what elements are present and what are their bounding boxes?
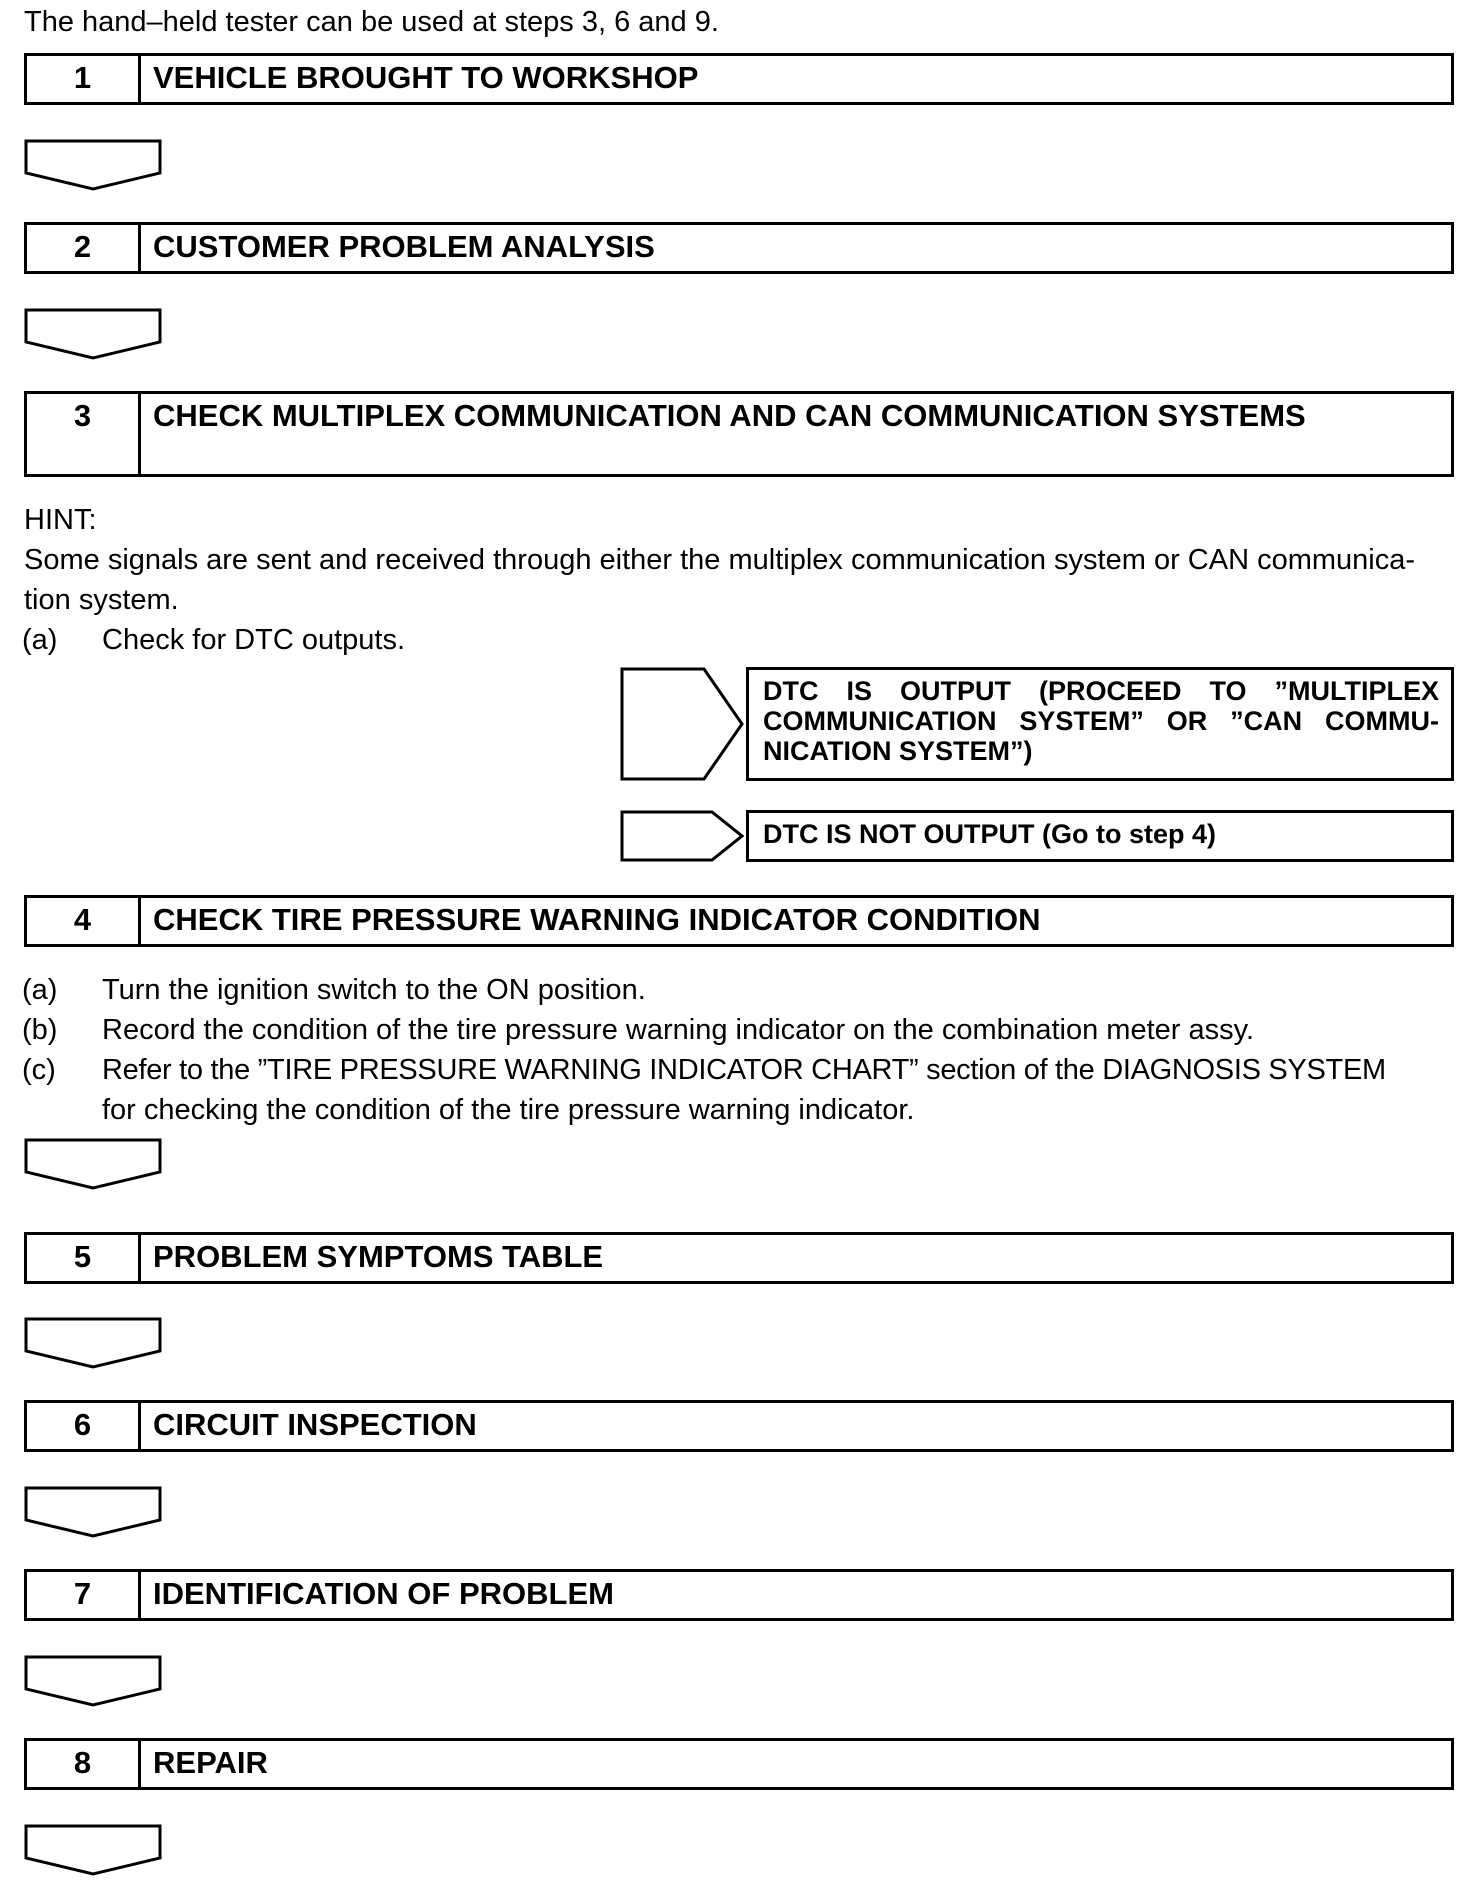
flow-down-arrow-icon	[24, 1486, 162, 1538]
step-1-box	[24, 53, 1454, 105]
item-label: (a)	[22, 624, 58, 656]
intro-text: The hand–held tester can be used at steps 3, 6 and 9.	[24, 6, 719, 38]
item-label: (c)	[22, 1054, 56, 1086]
flow-down-arrow-icon	[24, 139, 162, 191]
step-number: 4	[27, 898, 141, 944]
flow-down-arrow-icon	[24, 1317, 162, 1369]
item-label: (b)	[22, 1014, 58, 1046]
step-number: 1	[27, 56, 141, 102]
hint-label: HINT:	[24, 504, 97, 536]
result-dtc-output-box	[746, 667, 1454, 781]
item-text: Record the condition of the tire pressure warning indicator on the combination meter assy.	[102, 1014, 1255, 1046]
flow-down-arrow-icon	[24, 1655, 162, 1707]
step-8-box	[24, 1738, 1454, 1790]
item-text-continued: for checking the condition of the tire pressure warning indicator.	[102, 1094, 915, 1126]
result-text-line3: NICATION SYSTEM”)	[763, 736, 1033, 766]
result-arrow-icon	[620, 810, 744, 862]
step-number: 2	[27, 225, 141, 271]
step-title: CHECK TIRE PRESSURE WARNING INDICATOR CONDITION	[153, 902, 1041, 937]
step-title: VEHICLE BROUGHT TO WORKSHOP	[153, 60, 699, 95]
result-text-line2: COMMUNICATION SYSTEM” OR ”CAN COMMU-	[763, 706, 1439, 736]
result-text-line1: DTC IS OUTPUT (PROCEED TO ”MULTIPLEX	[763, 676, 1439, 706]
hint-text-line1: Some signals are sent and received through either the multiplex communication system or CAN communica-	[24, 544, 1416, 576]
item-label: (a)	[22, 974, 58, 1006]
step-number: 7	[27, 1572, 141, 1618]
hint-text-line2: tion system.	[24, 584, 179, 616]
step-title: IDENTIFICATION OF PROBLEM	[153, 1576, 614, 1611]
item-text: Refer to the ”TIRE PRESSURE WARNING INDICATOR CHART” section of the DIAGNOSIS SYSTEM	[102, 1054, 1386, 1086]
result-arrow-icon	[620, 667, 744, 781]
flow-down-arrow-icon	[24, 308, 162, 360]
step-title: CHECK MULTIPLEX COMMUNICATION AND CAN COMMUNICATION SYSTEMS	[153, 398, 1306, 433]
step-4-box	[24, 895, 1454, 947]
flow-down-arrow-icon	[24, 1824, 162, 1876]
step-6-box	[24, 1400, 1454, 1452]
step-2-box	[24, 222, 1454, 274]
result-dtc-not-output-box	[746, 810, 1454, 862]
step-3-box	[24, 391, 1454, 477]
step-title: CIRCUIT INSPECTION	[153, 1407, 477, 1442]
item-text: Check for DTC outputs.	[102, 624, 405, 656]
step-7-box	[24, 1569, 1454, 1621]
step-title: REPAIR	[153, 1745, 268, 1780]
step-number: 6	[27, 1403, 141, 1449]
step-number: 3	[27, 394, 141, 474]
step-title: CUSTOMER PROBLEM ANALYSIS	[153, 229, 655, 264]
step-5-box	[24, 1232, 1454, 1284]
step-number: 5	[27, 1235, 141, 1281]
item-text: Turn the ignition switch to the ON position.	[102, 974, 646, 1006]
step-number: 8	[27, 1741, 141, 1787]
result-text: DTC IS NOT OUTPUT (Go to step 4)	[763, 819, 1216, 849]
flow-down-arrow-icon	[24, 1138, 162, 1190]
step-title: PROBLEM SYMPTOMS TABLE	[153, 1239, 604, 1274]
